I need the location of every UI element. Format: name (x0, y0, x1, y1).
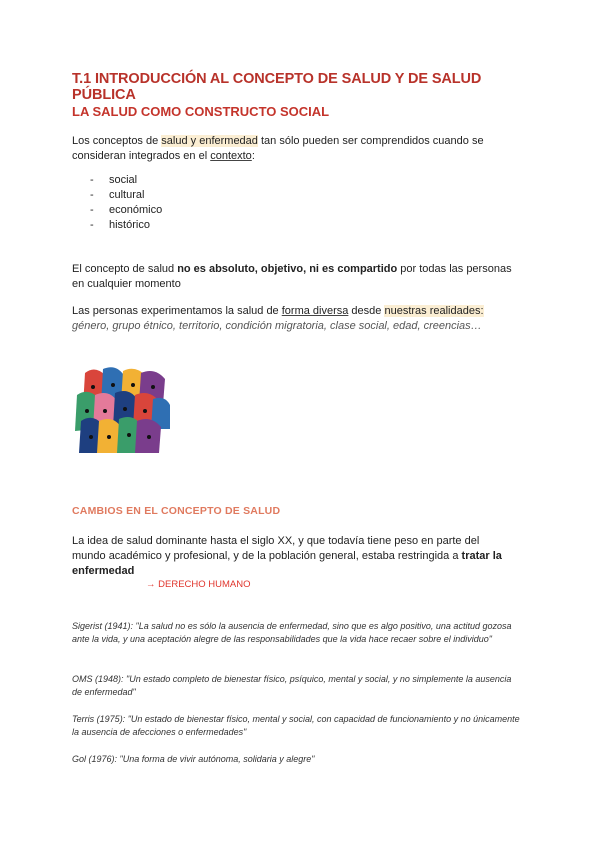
text: La idea de salud dominante hasta el siglo XX, y que todavía tiene peso en parte del mundo académico y profesional, y de la población general, estaba restringida a (72, 535, 480, 562)
quote-sigerist: Sigerist (1941): "La salud no es sólo la ausencia de enfermedad, sino que es algo positivo, una actitud gozosa ante la vida, y una aceptación alegre de las responsabilidades que la vida hace recaer sobre el individuo" (72, 621, 512, 644)
page-title: T.1 INTRODUCCIÓN AL CONCEPTO DE SALUD Y DE SALUD PÚBLICA (72, 71, 482, 103)
paragraph-experimentamos (72, 304, 512, 334)
list-item (90, 173, 162, 188)
list-item (90, 218, 162, 233)
colorful-faces-illustration (75, 365, 170, 453)
bold-text: tratar la enfermedad (72, 550, 502, 577)
derecho-humano-note: → DERECHO HUMANO (146, 579, 251, 590)
text: El concepto de salud (72, 263, 178, 275)
list-item (90, 188, 162, 203)
text: por todas las personas en cualquier momento (72, 263, 512, 290)
list-item-text: social (109, 174, 138, 186)
paragraph-conceptos (72, 134, 512, 164)
text: desde (348, 305, 385, 317)
italic-list: género, grupo étnico, territorio, condición migratoria, clase social, edad, creencias… (72, 320, 482, 332)
text: : (251, 150, 255, 162)
list-item (90, 203, 162, 218)
highlight-realidades: nuestras realidades: (384, 305, 484, 317)
quote-terris: Terris (1975): "Un estado de bienestar físico, mental y social, con capacidad de funcionamiento y no únicamente la ausencia de afecciones o enfermedades" (72, 714, 520, 737)
underlined-forma-diversa: forma diversa (281, 305, 349, 317)
paragraph-concepto-salud (72, 262, 512, 292)
list-item-text: económico (109, 204, 163, 216)
paragraph-idea-salud (72, 534, 512, 579)
context-list (90, 173, 162, 233)
list-dash: - (90, 204, 94, 216)
quote-oms: OMS (1948): "Un estado completo de bienestar físico, psíquico, mental y social, y no simplemente la ausencia de enfermedad" (72, 674, 512, 697)
list-item-text: histórico (109, 219, 150, 231)
section-heading-cambios: CAMBIOS EN EL CONCEPTO DE SALUD (72, 505, 281, 517)
bold-text: no es absoluto, objetivo, ni es compartido (177, 263, 398, 275)
list-item-text: cultural (109, 189, 145, 201)
text: Los conceptos de (72, 135, 162, 147)
text: Las personas experimentamos la salud de (72, 305, 282, 317)
text: tan sólo pueden ser comprendidos cuando se consideran integrados en el (72, 135, 484, 162)
underlined-contexto: contexto (210, 150, 252, 162)
quote-gol: Gol (1976): "Una forma de vivir autónoma, solidaria y alegre" (72, 754, 315, 764)
list-dash: - (90, 189, 94, 201)
list-dash: - (90, 219, 94, 231)
highlight-salud-enfermedad: salud y enfermedad (161, 135, 258, 147)
section-heading-constructo: LA SALUD COMO CONSTRUCTO SOCIAL (72, 104, 330, 119)
list-dash: - (90, 174, 94, 186)
